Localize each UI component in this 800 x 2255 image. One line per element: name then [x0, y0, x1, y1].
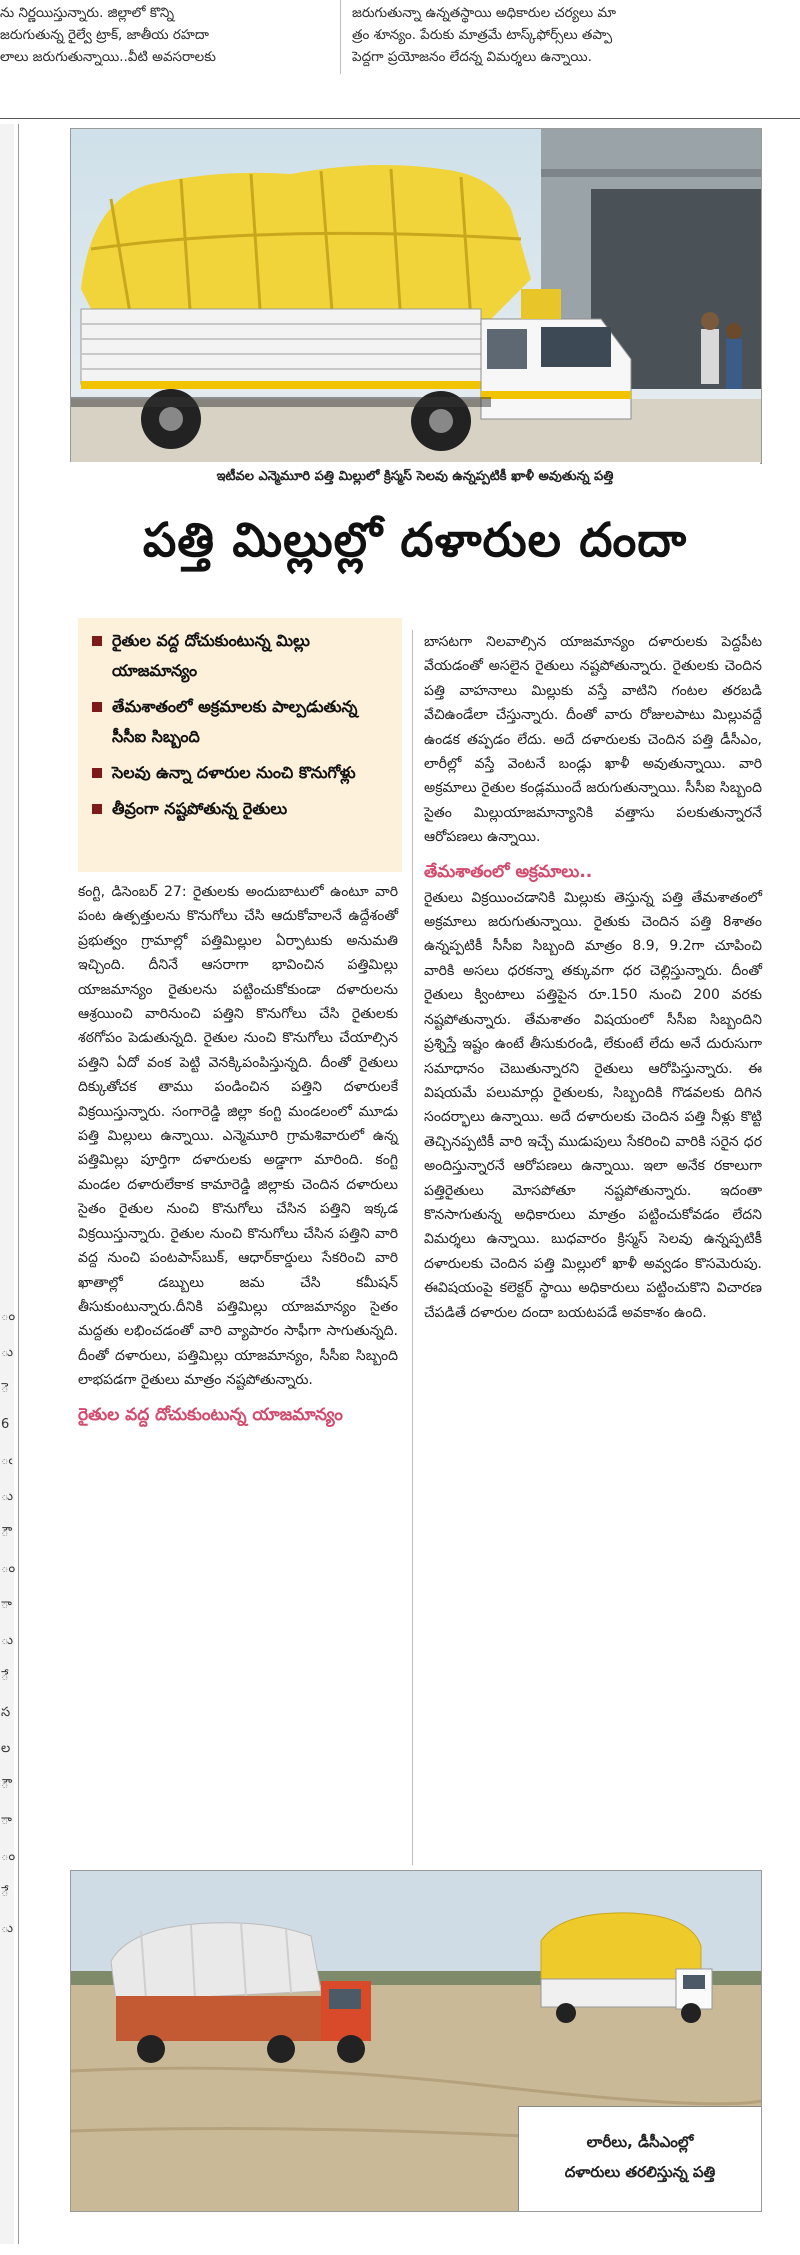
cropped-character: ె — [1, 1381, 9, 1396]
cotton-truck-image — [71, 129, 761, 463]
snippet-line: లాలు జరుగుతున్నాయి..వీటి అవసరాలకు — [0, 49, 216, 65]
cropped-character: ు — [1, 1489, 14, 1504]
highlights-box — [78, 618, 402, 872]
cropped-character: ే — [1, 1669, 9, 1684]
prev-article-right-snippet — [352, 2, 772, 68]
cropped-character: ు — [1, 1345, 14, 1360]
page-edge-rule — [18, 124, 19, 2244]
bullet-icon — [92, 804, 102, 814]
caption-line: దళారులు తరలిస్తున్న పత్తి — [564, 2163, 716, 2181]
cropped-character: ౌ — [1, 1777, 9, 1792]
right-column — [424, 630, 762, 1325]
prev-article-left-snippet — [0, 2, 330, 68]
cropped-character: ఁ — [1, 1453, 13, 1468]
highlight-item: తీవ్రంగా నష్టపోతున్న రైతులు — [84, 794, 396, 824]
cropped-character: ా — [1, 1597, 12, 1612]
photo-caption: ఇటీవల ఎన్మెమూరి పత్తి మిల్లులో క్రిస్మస్ సెలవు ఉన్నప్పటికీ ఖాళీ అవుతున్న పత్తి — [70, 462, 760, 492]
bullet-icon — [92, 702, 102, 712]
highlight-item: సెలవు ఉన్నా దళారుల నుంచి కొనుగోళ్లు — [84, 758, 396, 788]
snippet-line: పెద్దగా ప్రయోజనం లేదన్న విమర్శలు ఉన్నాయి. — [352, 49, 592, 65]
section-rule — [0, 118, 800, 119]
snippet-line: జరుగుతున్నా ఉన్నతస్థాయి అధికారుల చర్యలు మా — [352, 5, 617, 21]
highlight-item: తేమశాతంలో అక్రమాలకు పాల్పడుతున్న సీసీఐ సిబ్బంది — [84, 692, 396, 752]
snippet-line: ను నిర్ణయిస్తున్నారు. జిల్లాలో కొన్ని — [0, 5, 175, 21]
bullet-icon — [92, 768, 102, 778]
body-paragraph: రైతులు విక్రయించడానికి మిల్లుకు తెస్తున్న పత్తి తేమశాతంలో అక్రమాలు జరుగుతున్నాయి. రైతుకు చెందిన పత్తి 8శాతం ఉన్నప్పటికీ సీసీఐ సిబ్బంది మాత్రం 8.9, 9.2గా చూపించి వారికి అసలు ధరకన్నా తక్కువగా ధర చెల్లిస్తున్నారు. దీంతో రైతులు క్వింటాలు పత్తిపైన రూ.150 నుంచి 200 వరకు నష్టపోతున్నారు. తేమశాతం విషయంలో సీసీఐ సిబ్బందిని ప్రశ్నిస్తే ఇష్టం ఉంటే తీసుకురండి, లేకుంటే లేదు అనే దురుసుగా సమాధానం చెబుతున్నారని రైతులు ఆరోపిస్తున్నారు. ఈ విషయమే పలుమార్లు రైతులకు, సిబ్బందికి గొడవలకు దిగిన సందర్భాలు ఉన్నాయి. అదే దళారులకు చెందిన పత్తి నీళ్లు కొట్టి తెచ్చినప్పటికీ వారి ఇచ్చే ముడుపులు సేకరించి వారికి సరైన ధర అందిస్తున్నారనే ఆరోపణలు ఉన్నాయి. ఇలా అనేక రకాలుగా పత్తిరైతులు మోసపోతూ నష్టపోతున్నారు. ఇదంతా కొనసాగుతున్న అధికారులు మాత్రం పట్టించుకోవడం లేదని విమర్శలు ఉన్నాయి. బుధవారం క్రిస్మస్ సెలవు ఉన్నప్పటికీ దళారులకు చెందిన పత్తి మిల్లులో ఖాళీ అవ్వడం కొసమెరుపు. ఈవిషయంపై కలెక్టర్ స్థాయి అధికారులు పట్టించుకొని విచారణ చేపడితే దళారుల దందా బయటపడే అవకాశం ఉంది. — [424, 889, 762, 1321]
cropped-character: ా — [1, 1813, 12, 1828]
cropped-character: ం — [1, 1849, 16, 1864]
column-divider — [340, 0, 341, 74]
headline: పత్తి మిల్లుల్లో దళారుల దందా — [142, 513, 688, 568]
cropped-character: ు — [1, 1633, 14, 1648]
cropped-character: ం — [1, 1561, 16, 1576]
truck-photo — [70, 128, 762, 464]
body-paragraph: బాసటగా నిలవాల్సిన యాజమాన్యం దళారులకు పెద్దపీట వేయడంతో అసలైన రైతులు నష్టపోతున్నారు. రైతులకు చెందిన పత్తి వాహనాలు మిల్లుకు వస్తే వాటిని గంటల తరబడి వేచిఉండేలా చేస్తున్నారు. దీంతో వారు రోజులపాటు మిల్లువద్దే ఉండక తప్పడం లేదు. అదే దళారులకు చెందిన పత్తి డీసీఎం, లారీల్లో వస్తే వెంటనే బండ్లు ఖాళీ అవుతున్నాయి. వారి అక్రమాలు రైతుల కండ్లముందే జరుగుతున్నాయి. సీసీఐ సిబ్బంది సైతం మిల్లుయాజమాన్యానికి వత్తాసు పలకుతున్నారనే ఆరోపణలు ఉన్నాయి. — [424, 634, 762, 846]
cropped-character: 6 — [1, 1417, 10, 1432]
highlight-item: రైతుల వద్ద దోచుకుంటున్న మిల్లు యాజమాన్యం — [84, 626, 396, 686]
column-divider — [412, 630, 413, 1865]
bullet-icon — [92, 636, 102, 646]
caption-line: లారీలు, డీసీఎంల్లో — [586, 2133, 694, 2151]
cropped-character: ం — [1, 1309, 16, 1324]
snippet-line: త్రం శూన్యం. పేరుకు మాత్రమే టాస్క్‌ఫోర్స్‌లు తప్పా — [352, 27, 613, 43]
photo-caption-box — [518, 2106, 761, 2211]
cropped-character: ల — [1, 1741, 11, 1756]
adjacent-column-strip — [0, 124, 14, 2244]
cropped-character: ు — [1, 1921, 14, 1936]
cropped-character: స — [1, 1705, 11, 1720]
snippet-line: జరుగుతున్న రైల్వే ట్రాక్, జాతీయ రహదా — [0, 27, 209, 43]
subheading: రైతుల వద్ద దోచుకుంటున్న యాజమాన్యం — [78, 1404, 343, 1425]
subheading: తేమశాతంలో అక్రమాలు.. — [424, 861, 593, 882]
cropped-character: ౌ — [1, 1525, 9, 1540]
body-paragraph: కంగ్టి, డిసెంబర్ 27: రైతులకు అందుబాటులో ఉంటూ వారి పంట ఉత్పత్తులను కొనుగోలు చేసి ఆదుకోవాలనే ఉద్దేశంతో ప్రభుత్వం గ్రామాల్లో పత్తిమిల్లుల ఏర్పాటుకు అనుమతి ఇచ్చింది. దీనినే ఆసరాగా భావించిన పత్తిమిల్లు యాజమాన్యం రైతులను పట్టించుకోకుండా దళారులను ఆశ్రయించి వారినుంచి పత్తిని కొనుగోలు చేసి రైతులకు శఠగోపం పెడుతున్నది. రైతుల నుంచి కొనుగోలు చేయాల్సిన పత్తిని ఏదో వంక పెట్టి వెనక్కిపంపిస్తున్నది. దీంతో రైతులు దిక్కుతోచక తాము పండించిన పత్తిని దళారులకే విక్రయిస్తున్నారు. సంగారెడ్డి జిల్లా కంగ్టి మండలంలో మూడు పత్తి మిల్లులు ఉన్నాయి. ఎన్మెమూరి గ్రామశివారులో ఉన్న పత్తిమిల్లు పూర్తిగా దళారులకు అడ్డాగా మారింది. కంగ్టి మండల దళారులేకాక కామారెడ్డి జిల్లాకు చెందిన దళారులు సైతం రైతుల నుంచి కొనుగోలు చేసిన పత్తిని ఇక్కడ విక్రయిస్తున్నారు. రైతుల నుంచి కొనుగోలు చేసిన పత్తిని వారి వద్ద నుంచి పంటపాస్‌బుక్, ఆధార్‌కార్డులు సేకరించి వారి ఖాతాల్లో డబ్బులు జమ చేసి కమీషన్ తీసుకుంటున్నారు.దీనికి పత్తిమిల్లు యాజమాన్యం సైతం మద్దతు లభించడంతో వారి వ్యాపారం సాఫీగా సాగుతున్నది. దీంతో దళారులు, పత్తిమిల్లు యాజమాన్యం, సీసీఐ సిబ్బంది లాభపడగా రైతులు మాత్రం నష్టపోతున్నారు. — [78, 884, 398, 1389]
cropped-character: ే — [1, 1885, 9, 1900]
left-column — [78, 880, 398, 1429]
